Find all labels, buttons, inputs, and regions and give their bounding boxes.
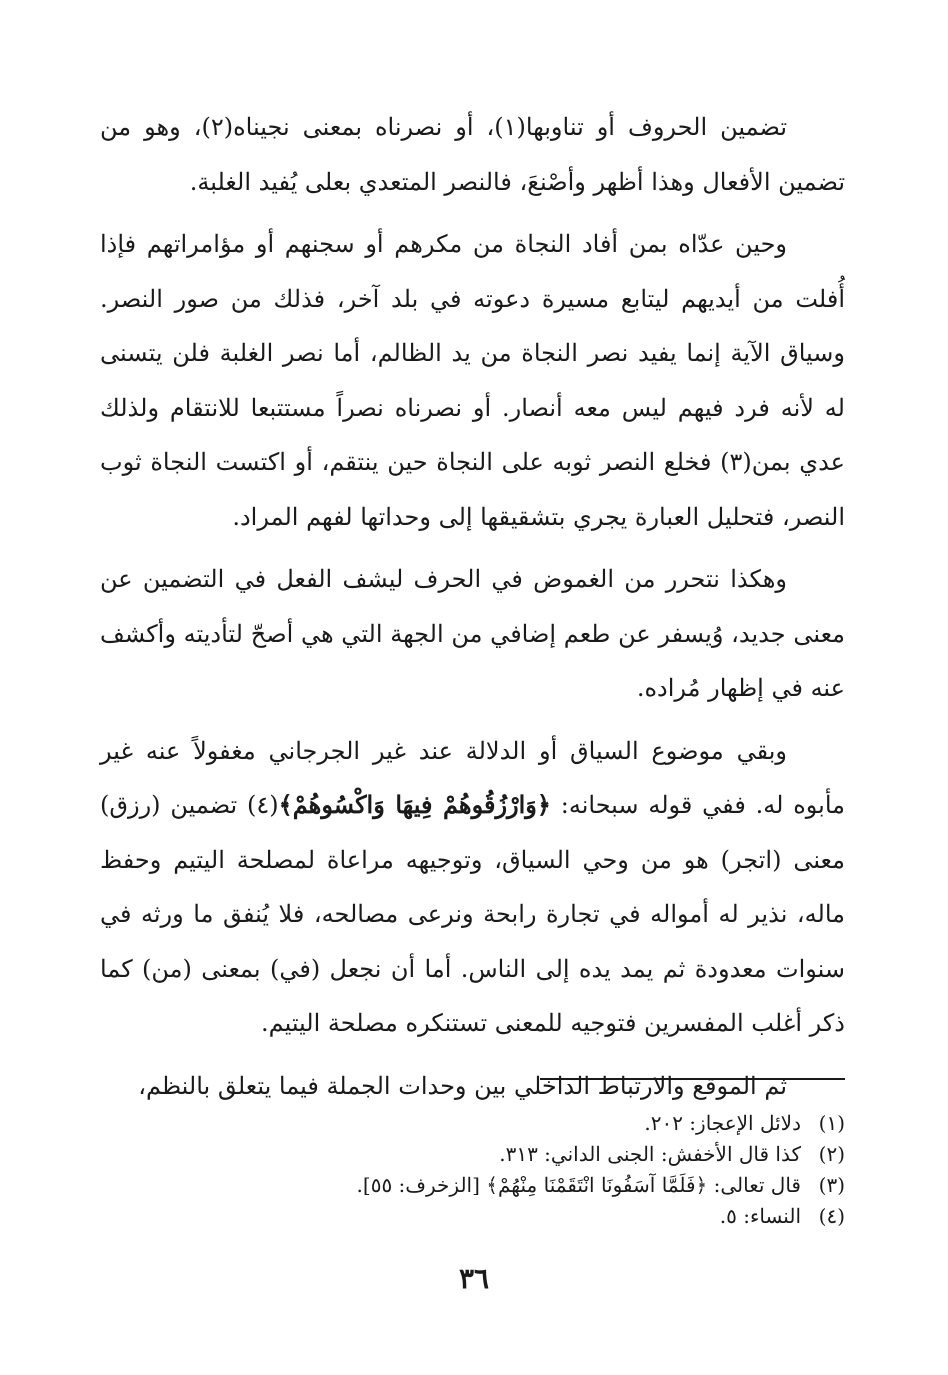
page-number: ٣٦ — [458, 1262, 490, 1295]
paragraph-4 — [100, 724, 845, 1051]
paragraph-4-lead: وبقي موضوع السياق أو الدلالة عند غير الجرجاني مغفولاً عنه غير مأبوه له. ففي قوله سبحانه: — [100, 736, 846, 819]
paragraph-1: تضمين الحروف أو تناوبها(١)، أو نصرناه بمعنى نجيناه(٢)، وهو من تضمين الأفعال وهذا أظهر وأصْنعَ، فالنصر المتعدي بعلى يُفيد الغلبة. — [100, 113, 845, 196]
footnote-4 — [100, 1201, 845, 1232]
paragraph-3: وهكذا نتحرر من الغموض في الحرف ليشف الفعل في التضمين عن معنى جديد، وُيسفر عن طعم إضافي من الجهة التي هي أصحّ لتأديته وأكشف عنه في إظهار مُراده. — [100, 565, 845, 702]
footnote-number: (٤) — [818, 1204, 845, 1228]
footnote-text: قال تعالى: ﴿فَلَمَّا آسَفُونَا انْتَقَمْنَا مِنْهُمْ﴾ [الزخرف: ٥٥]. — [356, 1173, 801, 1197]
footnote-2 — [100, 1139, 845, 1170]
footnotes — [100, 1108, 845, 1232]
paragraph-4-rest: (٤) تضمين (رزق) معنى (اتجر) هو من وحي السياق، وتوجيهه مراعاة لمصلحة اليتيم وحفظ ماله، نذير له أمواله في تجارة رابحة ونرعى مصالحه، فلا يُنفق ما ورثه في سنوات معدودة ثم يمد يده إلى الناس. أما أن نجعل (في) بمعنى (من) كما ذكر أغلب المفسرين فتوجيه للمعنى تستنكره مصلحة اليتيم. — [100, 791, 845, 1037]
footnote-text: النساء: ٥. — [719, 1204, 801, 1228]
footnote-3 — [100, 1170, 845, 1201]
paragraph-5: ثم الموقع والارتباط الداخلي بين وحدات الجملة فيما يتعلق بالنظم، — [138, 1071, 787, 1100]
footnote-1 — [100, 1108, 845, 1139]
quran-verse-quote: ﴿وَارْزُقُوهُمْ فِيهَا وَاكْسُوهُمْ﴾ — [278, 790, 551, 819]
footnote-separator — [540, 1078, 845, 1080]
footnote-number: (٢) — [818, 1142, 845, 1166]
footnote-number: (٣) — [818, 1173, 845, 1197]
footnote-number: (١) — [818, 1111, 845, 1135]
page-body — [100, 100, 845, 1121]
footnote-text: كذا قال الأخفش: الجنى الداني: ٣١٣. — [499, 1142, 801, 1166]
paragraph-2: وحين عدّاه بمن أفاد النجاة من مكرهم أو سجنهم أو مؤامراتهم فإذا أُفلت من أيديهم ليتابع مسيرة دعوته في بلد آخر، فذلك من صور النصر. وسياق الآية إنما يفيد نصر النجاة من يد الظالم، أما نصر الغلبة فلن يتسنى له لأنه فرد فيهم ليس معه أنصار. أو نصرناه نصراً مستتبعا للانتقام ولذلك عدي بمن(٣) فخلع النصر ثوبه على النجاة حين ينتقم، أو اكتست النجاة ثوب النصر، فتحليل العبارة يجري بتشقيقها إلى وحداتها لفهم المراد. — [100, 230, 845, 531]
footnote-text: دلائل الإعجاز: ٢٠٢. — [644, 1111, 801, 1135]
